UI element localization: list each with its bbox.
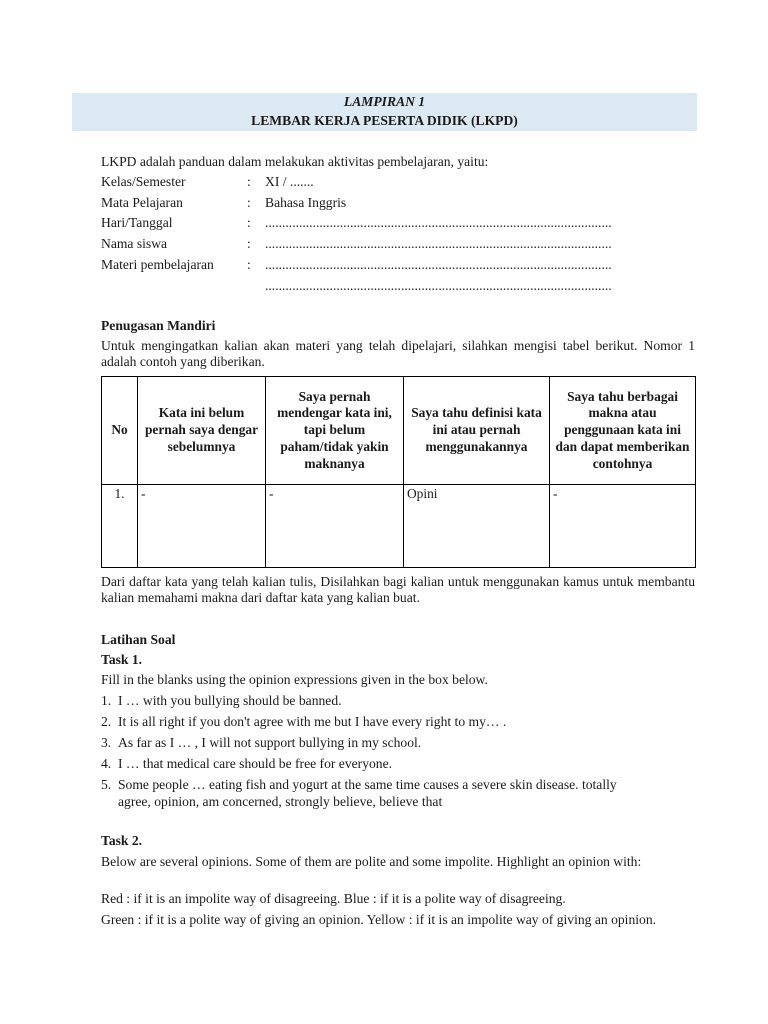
list-item bbox=[101, 756, 392, 772]
info-row-subject bbox=[0, 195, 768, 215]
info-label: Hari/Tanggal bbox=[101, 215, 173, 230]
info-value: XI / ....... bbox=[265, 174, 314, 189]
list-item bbox=[101, 777, 617, 793]
info-value: ...................................................................................................... bbox=[265, 278, 612, 293]
info-value: ...................................................................................................... bbox=[265, 215, 612, 230]
info-row-class bbox=[0, 174, 768, 194]
info-colon: : bbox=[247, 236, 251, 251]
task1-options: agree, opinion, am concerned, strongly believe, believe that bbox=[118, 794, 443, 809]
list-item bbox=[101, 735, 421, 751]
task2-paragraph-2: Red : if it is an impolite way of disagreeing. Blue : if it is a polite way of disagreeing. bbox=[101, 891, 566, 906]
info-row-material bbox=[0, 257, 768, 277]
list-item bbox=[101, 714, 506, 730]
info-label: Materi pembelajaran bbox=[101, 257, 214, 272]
info-colon: : bbox=[247, 215, 251, 230]
info-value: ...................................................................................................... bbox=[265, 257, 612, 272]
column-header: Saya pernah mendengar kata ini, tapi belum paham/tidak yakin maknanya bbox=[266, 377, 404, 485]
table-header-row bbox=[102, 377, 696, 485]
intro-text: LKPD adalah panduan dalam melakukan aktivitas pembelajaran, yaitu: bbox=[101, 154, 489, 169]
info-row-student-name bbox=[0, 236, 768, 256]
column-header: Saya tahu definisi kata ini atau pernah menggunakannya bbox=[404, 377, 550, 485]
info-row-material-cont bbox=[0, 278, 768, 298]
list-item-number: 4. bbox=[101, 756, 112, 771]
list-item-text: As far as I … , I will not support bullying in my school. bbox=[118, 735, 422, 750]
info-colon: : bbox=[247, 195, 251, 210]
after-table-text: Dari daftar kata yang telah kalian tulis, Disilahkan bagi kalian untuk menggunakan kamus untuk membantu kalian memahami makna dari daftar kata yang kalian buat. bbox=[101, 574, 695, 606]
list-item-text: I … that medical care should be free for everyone. bbox=[118, 756, 393, 771]
table-row bbox=[102, 485, 696, 568]
list-item-number: 3. bbox=[101, 735, 112, 750]
table-cell: Opini bbox=[404, 485, 550, 568]
column-header: Saya tahu berbagai makna atau penggunaan kata ini dan dapat memberikan contohnya bbox=[550, 377, 696, 485]
column-header: Kata ini belum pernah saya dengar sebelumnya bbox=[138, 377, 266, 485]
table-cell: - bbox=[138, 485, 266, 568]
section-title-latihan: Latihan Soal bbox=[101, 632, 176, 647]
table-cell: 1. bbox=[102, 485, 138, 568]
info-colon: : bbox=[247, 174, 251, 189]
task2-title: Task 2. bbox=[101, 833, 143, 848]
list-item-number: 2. bbox=[101, 714, 112, 729]
info-colon: : bbox=[247, 257, 251, 272]
list-item bbox=[101, 693, 342, 709]
info-label: Nama siswa bbox=[101, 236, 168, 251]
section-title-penugasan: Penugasan Mandiri bbox=[101, 318, 216, 333]
info-value: ...................................................................................................... bbox=[265, 236, 612, 251]
list-item-text: I … with you bullying should be banned. bbox=[118, 693, 342, 708]
task1-instruction: Fill in the blanks using the opinion expressions given in the box below. bbox=[101, 672, 488, 687]
table-cell: - bbox=[550, 485, 696, 568]
attachment-label: LAMPIRAN 1 bbox=[343, 94, 426, 109]
list-item-number: 5. bbox=[101, 777, 112, 792]
info-label: Kelas/Semester bbox=[101, 174, 186, 189]
task1-title: Task 1. bbox=[101, 652, 143, 667]
info-label: Mata Pelajaran bbox=[101, 195, 183, 210]
penugasan-instructions: Untuk mengingatkan kalian akan materi yang telah dipelajari, silahkan mengisi tabel berikut. Nomor 1 adalah contoh yang diberikan. bbox=[101, 338, 695, 370]
document-title: LEMBAR KERJA PESERTA DIDIK (LKPD) bbox=[251, 113, 518, 128]
info-row-date bbox=[0, 215, 768, 235]
info-value: Bahasa Inggris bbox=[265, 195, 347, 210]
task2-paragraph-1: Below are several opinions. Some of them are polite and some impolite. Highlight an opinion with: bbox=[101, 854, 642, 869]
task2-paragraph-3: Green : if it is a polite way of giving an opinion. Yellow : if it is an impolite way of giving an opinion. bbox=[101, 912, 657, 927]
header-band bbox=[72, 93, 697, 131]
list-item-text: Some people … eating fish and yogurt at the same time causes a severe skin disease. totally bbox=[118, 777, 617, 792]
column-header: No bbox=[102, 377, 138, 485]
list-item-number: 1. bbox=[101, 693, 112, 708]
table-cell: - bbox=[266, 485, 404, 568]
vocabulary-table bbox=[101, 376, 696, 568]
list-item-text: It is all right if you don't agree with me but I have every right to my… . bbox=[118, 714, 507, 729]
